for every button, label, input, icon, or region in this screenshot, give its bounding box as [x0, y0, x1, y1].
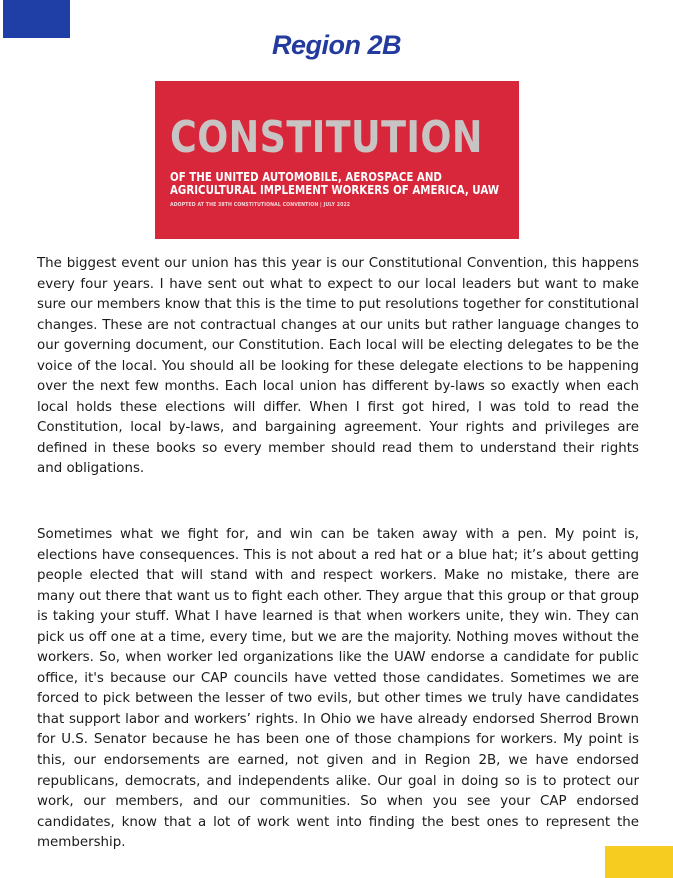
- cover-subtitle-line-2: AGRICULTURAL IMPLEMENT WORKERS OF AMERICA, UAW: [170, 182, 500, 197]
- cover-subtitle-line-1: OF THE UNITED AUTOMOBILE, AEROSPACE AND: [170, 169, 442, 184]
- cover-adoption-note: ADOPTED AT THE 38TH CONSTITUTIONAL CONVENTION | JULY 2022: [170, 202, 351, 208]
- page-title: Region 2B: [271, 30, 401, 60]
- article-paragraph-1: The biggest event our union has this year is our Constitutional Convention, this happens every four years. I have sent out what to expect to our local leaders but want to make sure our members know that this is the time to put resolutions together for constitutional changes. These are not contractual changes at our units but rather language changes to our governing document, our Constitution. Each local will be electing delegates to be the voice of the local. You should all be looking for these delegate elections to be happening over the next few months. Each local union has different by-laws so exactly when each local holds these elections will differ. When I first got hired, I was told to read the Constitution, local by-laws, and bargaining agreement. Your rights and privileges are defined in these books so every member should read them to understand their rights and obligations.: [37, 256, 639, 477]
- cover-title: CONSTITUTION: [170, 112, 483, 163]
- constitution-cover-image: [155, 81, 519, 239]
- article-paragraph-2: Sometimes what we fight for, and win can be taken away with a pen. My point is, elections have consequences. This is not about a red hat or a blue hat; it’s about getting people elected that will stand with and respect workers. Make no mistake, there are many out there that want us to fight each other. They argue that this group or that group is taking your stuff. What I have learned is that when workers unite, they win. They can pick us off one at a time, every time, but we are the majority. Nothing moves without the workers. So, when worker led organizations like the UAW endorse a candidate for public office, it's because our CAP councils have vetted those candidates. Sometimes we are forced to pick between the lesser of two evils, but other times we truly have candidates that support labor and workers’ rights. In Ohio we have already endorsed Sherrod Brown for U.S. Senator because he has been one of those champions for workers. My point is this, our endorsements are earned, not given and in Region 2B, we have endorsed republicans, democrats, and independents alike. Our goal in doing so is to protect our work, our members, and our communities. So when you see your CAP endorsed candidates, know that a lot of work went into finding the best ones to represent the membership.: [37, 527, 639, 851]
- cover-subtitle: [170, 170, 498, 196]
- corner-yellow-block: [605, 846, 673, 878]
